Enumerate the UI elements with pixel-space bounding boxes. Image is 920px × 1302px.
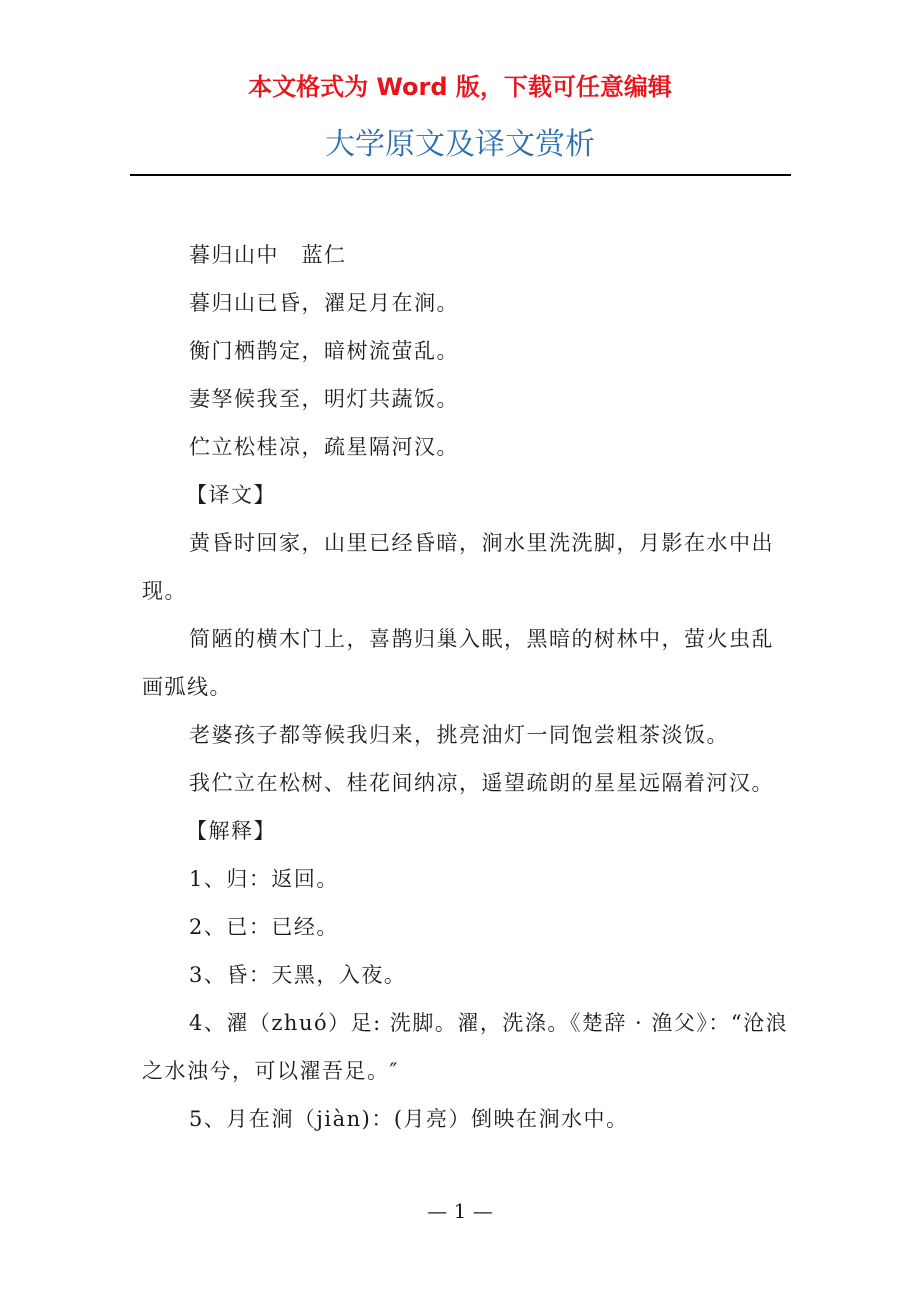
- translation-paragraph: 我伫立在松树、桂花间纳凉，遥望疏朗的星星远隔着河汉。: [189, 771, 774, 795]
- page-title: 大学原文及译文赏析: [325, 127, 595, 162]
- download-notice-banner: 本文格式为 Word 版，下载可任意编辑: [248, 73, 672, 101]
- translation-paragraph: 简陋的横木门上，喜鹊归巢入眠，黑暗的树林中，萤火虫乱画弧线。: [142, 627, 774, 699]
- notes-heading: 【解释】: [186, 819, 276, 843]
- note-item: 1、归：返回。: [189, 867, 339, 891]
- poem-line: 暮归山已昏，濯足月在涧。: [189, 291, 459, 315]
- header-divider: [130, 174, 791, 176]
- poem-line: 伫立松桂凉，疏星隔河汉。: [189, 435, 459, 459]
- note-item: 4、濯（zhuó）足: 洗脚。濯，洗涤。《楚辞 · 渔父》：“沧浪之水浊兮，可以濯吾足。″: [142, 1011, 789, 1083]
- translation-heading: 【译文】: [186, 483, 276, 507]
- note-item: 2、已：已经。: [189, 915, 339, 939]
- translation-paragraph: 黄昏时回家，山里已经昏暗，涧水里洗洗脚，月影在水中出现。: [142, 531, 774, 603]
- page-number: — 1 —: [427, 1199, 493, 1223]
- note-item: 3、昏：天黑，入夜。: [189, 963, 407, 987]
- poem-line: 妻孥候我至，明灯共蔬饭。: [189, 387, 459, 411]
- poem-heading: 暮归山中 蓝仁: [189, 243, 347, 267]
- translation-paragraph: 老婆孩子都等候我归来，挑亮油灯一同饱尝粗茶淡饭。: [189, 723, 729, 747]
- document-body: [142, 231, 792, 1143]
- poem-line: 衡门栖鹊定，暗树流萤乱。: [189, 339, 459, 363]
- note-item: 5、月在涧（jiàn)：(月亮）倒映在涧水中。: [189, 1107, 629, 1131]
